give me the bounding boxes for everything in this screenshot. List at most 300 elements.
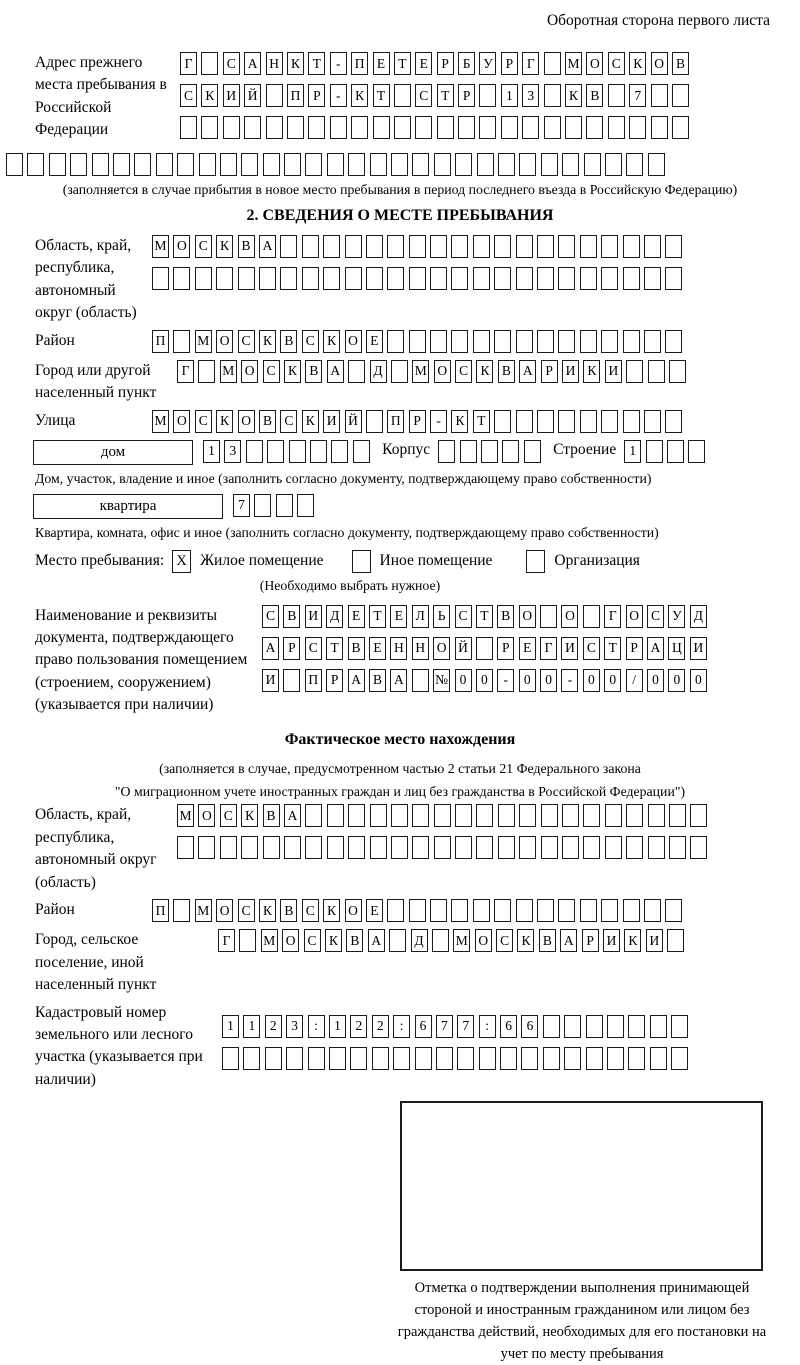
char-cell[interactable] xyxy=(345,235,362,258)
char-cell[interactable] xyxy=(437,116,454,139)
char-cell[interactable] xyxy=(690,804,707,827)
char-cell[interactable]: Г xyxy=(180,52,197,75)
char-cell[interactable] xyxy=(623,267,640,290)
char-cell[interactable] xyxy=(607,1047,624,1070)
char-cell[interactable] xyxy=(266,116,283,139)
char-cell[interactable] xyxy=(283,669,300,692)
char-cell[interactable] xyxy=(672,84,689,107)
char-cell[interactable]: Т xyxy=(476,605,493,628)
char-cell[interactable]: Т xyxy=(373,84,390,107)
char-cell[interactable] xyxy=(476,804,493,827)
char-cell[interactable] xyxy=(665,267,682,290)
char-cell[interactable]: И xyxy=(561,637,578,660)
char-cell[interactable]: 2 xyxy=(265,1015,282,1038)
char-cell[interactable]: В xyxy=(369,669,386,692)
char-cell[interactable]: М xyxy=(195,899,212,922)
char-cell[interactable]: 3 xyxy=(224,440,241,463)
char-cell[interactable] xyxy=(455,804,472,827)
char-cell[interactable] xyxy=(305,836,322,859)
char-cell[interactable]: К xyxy=(287,52,304,75)
char-cell[interactable]: 3 xyxy=(286,1015,303,1038)
char-cell[interactable] xyxy=(494,410,511,433)
char-cell[interactable]: О xyxy=(475,929,492,952)
char-cell[interactable] xyxy=(522,116,539,139)
char-cell[interactable]: М xyxy=(152,410,169,433)
char-cell[interactable] xyxy=(477,153,494,176)
char-cell[interactable]: В xyxy=(259,410,276,433)
char-cell[interactable]: П xyxy=(387,410,404,433)
char-cell[interactable] xyxy=(330,116,347,139)
char-cell[interactable]: К xyxy=(624,929,641,952)
char-cell[interactable]: 1 xyxy=(222,1015,239,1038)
char-cell[interactable]: : xyxy=(393,1015,410,1038)
char-cell[interactable]: Е xyxy=(348,605,365,628)
char-cell[interactable]: 6 xyxy=(521,1015,538,1038)
char-cell[interactable] xyxy=(473,330,490,353)
char-cell[interactable]: Ц xyxy=(668,637,685,660)
char-cell[interactable]: О xyxy=(626,605,643,628)
char-cell[interactable]: И xyxy=(605,360,622,383)
char-cell[interactable] xyxy=(479,116,496,139)
char-cell[interactable]: А xyxy=(560,929,577,952)
char-cell[interactable] xyxy=(583,804,600,827)
char-cell[interactable]: / xyxy=(626,669,643,692)
char-cell[interactable]: К xyxy=(241,804,258,827)
char-cell[interactable] xyxy=(412,669,429,692)
char-cell[interactable] xyxy=(516,899,533,922)
char-cell[interactable] xyxy=(305,804,322,827)
checkbox-inoe[interactable] xyxy=(352,550,371,573)
char-cell[interactable]: Р xyxy=(458,84,475,107)
char-cell[interactable] xyxy=(481,440,498,463)
char-cell[interactable] xyxy=(665,330,682,353)
char-cell[interactable]: О xyxy=(282,929,299,952)
char-cell[interactable] xyxy=(500,1047,517,1070)
char-cell[interactable]: С xyxy=(415,84,432,107)
char-cell[interactable] xyxy=(580,235,597,258)
char-cell[interactable]: О xyxy=(651,52,668,75)
char-cell[interactable]: Й xyxy=(244,84,261,107)
char-cell[interactable] xyxy=(541,804,558,827)
char-cell[interactable] xyxy=(412,836,429,859)
char-cell[interactable] xyxy=(580,899,597,922)
char-cell[interactable]: М xyxy=(453,929,470,952)
char-cell[interactable]: О xyxy=(519,605,536,628)
char-cell[interactable] xyxy=(259,267,276,290)
char-cell[interactable]: К xyxy=(325,929,342,952)
char-cell[interactable]: В xyxy=(672,52,689,75)
char-cell[interactable]: С xyxy=(195,235,212,258)
char-cell[interactable] xyxy=(284,153,301,176)
char-cell[interactable] xyxy=(284,836,301,859)
char-cell[interactable]: В xyxy=(348,637,365,660)
char-cell[interactable] xyxy=(6,153,23,176)
char-cell[interactable] xyxy=(201,116,218,139)
char-cell[interactable] xyxy=(92,153,109,176)
char-cell[interactable]: Е xyxy=(390,605,407,628)
char-cell[interactable] xyxy=(222,1047,239,1070)
char-cell[interactable]: У xyxy=(668,605,685,628)
char-cell[interactable] xyxy=(473,267,490,290)
char-cell[interactable] xyxy=(584,153,601,176)
char-cell[interactable] xyxy=(519,153,536,176)
char-cell[interactable]: С xyxy=(280,410,297,433)
char-cell[interactable]: Е xyxy=(373,52,390,75)
char-cell[interactable]: К xyxy=(201,84,218,107)
char-cell[interactable] xyxy=(305,153,322,176)
char-cell[interactable] xyxy=(626,836,643,859)
char-cell[interactable] xyxy=(623,235,640,258)
char-cell[interactable] xyxy=(494,899,511,922)
char-cell[interactable]: И xyxy=(323,410,340,433)
char-cell[interactable] xyxy=(540,605,557,628)
apartment-type-box[interactable]: квартира xyxy=(33,494,223,519)
char-cell[interactable]: И xyxy=(690,637,707,660)
char-cell[interactable]: П xyxy=(152,330,169,353)
char-cell[interactable]: О xyxy=(434,360,451,383)
char-cell[interactable] xyxy=(302,235,319,258)
char-cell[interactable] xyxy=(198,836,215,859)
char-cell[interactable]: Н xyxy=(266,52,283,75)
char-cell[interactable] xyxy=(263,153,280,176)
char-cell[interactable]: О xyxy=(216,330,233,353)
char-cell[interactable]: Н xyxy=(390,637,407,660)
char-cell[interactable]: О xyxy=(216,899,233,922)
char-cell[interactable] xyxy=(476,637,493,660)
char-cell[interactable] xyxy=(391,360,408,383)
char-cell[interactable] xyxy=(409,899,426,922)
char-cell[interactable] xyxy=(646,440,663,463)
char-cell[interactable] xyxy=(626,153,643,176)
char-cell[interactable]: : xyxy=(308,1015,325,1038)
char-cell[interactable]: 0 xyxy=(690,669,707,692)
char-cell[interactable] xyxy=(49,153,66,176)
char-cell[interactable] xyxy=(409,235,426,258)
char-cell[interactable] xyxy=(494,330,511,353)
char-cell[interactable] xyxy=(302,267,319,290)
char-cell[interactable] xyxy=(667,440,684,463)
char-cell[interactable]: М xyxy=(152,235,169,258)
char-cell[interactable] xyxy=(628,1015,645,1038)
char-cell[interactable]: № xyxy=(433,669,450,692)
char-cell[interactable]: Р xyxy=(437,52,454,75)
char-cell[interactable] xyxy=(669,360,686,383)
char-cell[interactable] xyxy=(479,84,496,107)
char-cell[interactable] xyxy=(254,494,271,517)
char-cell[interactable]: Й xyxy=(345,410,362,433)
char-cell[interactable] xyxy=(458,116,475,139)
char-cell[interactable] xyxy=(479,1047,496,1070)
char-cell[interactable]: А xyxy=(519,360,536,383)
char-cell[interactable] xyxy=(519,836,536,859)
char-cell[interactable]: М xyxy=(177,804,194,827)
char-cell[interactable]: У xyxy=(479,52,496,75)
char-cell[interactable]: Д xyxy=(690,605,707,628)
char-cell[interactable]: С xyxy=(455,605,472,628)
char-cell[interactable]: В xyxy=(263,804,280,827)
char-cell[interactable] xyxy=(690,836,707,859)
char-cell[interactable]: К xyxy=(583,360,600,383)
char-cell[interactable]: 7 xyxy=(629,84,646,107)
char-cell[interactable] xyxy=(238,267,255,290)
char-cell[interactable]: Е xyxy=(366,330,383,353)
char-cell[interactable]: К xyxy=(216,410,233,433)
char-cell[interactable]: В xyxy=(498,360,515,383)
char-cell[interactable] xyxy=(201,52,218,75)
house-type-box[interactable]: дом xyxy=(33,440,193,465)
char-cell[interactable]: 0 xyxy=(540,669,557,692)
char-cell[interactable]: С xyxy=(583,637,600,660)
char-cell[interactable] xyxy=(473,235,490,258)
char-cell[interactable]: Г xyxy=(604,605,621,628)
char-cell[interactable]: С xyxy=(302,899,319,922)
char-cell[interactable]: О xyxy=(241,360,258,383)
char-cell[interactable]: О xyxy=(586,52,603,75)
char-cell[interactable] xyxy=(473,899,490,922)
char-cell[interactable]: К xyxy=(476,360,493,383)
char-cell[interactable]: С xyxy=(647,605,664,628)
char-cell[interactable]: С xyxy=(238,330,255,353)
char-cell[interactable]: 7 xyxy=(457,1015,474,1038)
char-cell[interactable] xyxy=(348,804,365,827)
char-cell[interactable] xyxy=(665,235,682,258)
char-cell[interactable] xyxy=(629,116,646,139)
char-cell[interactable]: В xyxy=(280,330,297,353)
char-cell[interactable]: В xyxy=(539,929,556,952)
char-cell[interactable] xyxy=(327,804,344,827)
char-cell[interactable]: И xyxy=(562,360,579,383)
char-cell[interactable] xyxy=(436,1047,453,1070)
char-cell[interactable] xyxy=(562,153,579,176)
char-cell[interactable] xyxy=(348,836,365,859)
char-cell[interactable]: В xyxy=(586,84,603,107)
char-cell[interactable]: 1 xyxy=(501,84,518,107)
char-cell[interactable] xyxy=(177,153,194,176)
char-cell[interactable] xyxy=(370,836,387,859)
char-cell[interactable]: Т xyxy=(308,52,325,75)
char-cell[interactable] xyxy=(580,267,597,290)
char-cell[interactable] xyxy=(583,605,600,628)
char-cell[interactable] xyxy=(366,410,383,433)
char-cell[interactable]: Г xyxy=(540,637,557,660)
char-cell[interactable] xyxy=(562,836,579,859)
char-cell[interactable]: - xyxy=(330,84,347,107)
char-cell[interactable] xyxy=(580,410,597,433)
char-cell[interactable] xyxy=(516,410,533,433)
char-cell[interactable]: С xyxy=(263,360,280,383)
char-cell[interactable]: Б xyxy=(458,52,475,75)
char-cell[interactable]: - xyxy=(561,669,578,692)
char-cell[interactable] xyxy=(327,836,344,859)
char-cell[interactable]: М xyxy=(195,330,212,353)
char-cell[interactable] xyxy=(263,836,280,859)
char-cell[interactable] xyxy=(498,153,515,176)
char-cell[interactable] xyxy=(216,267,233,290)
char-cell[interactable]: О xyxy=(173,410,190,433)
char-cell[interactable]: 0 xyxy=(476,669,493,692)
char-cell[interactable] xyxy=(516,235,533,258)
char-cell[interactable]: С xyxy=(238,899,255,922)
char-cell[interactable] xyxy=(409,267,426,290)
char-cell[interactable] xyxy=(558,330,575,353)
char-cell[interactable]: А xyxy=(390,669,407,692)
char-cell[interactable] xyxy=(415,116,432,139)
char-cell[interactable] xyxy=(434,804,451,827)
char-cell[interactable] xyxy=(280,235,297,258)
char-cell[interactable] xyxy=(389,929,406,952)
char-cell[interactable]: 1 xyxy=(329,1015,346,1038)
char-cell[interactable] xyxy=(265,1047,282,1070)
char-cell[interactable] xyxy=(297,494,314,517)
char-cell[interactable] xyxy=(394,84,411,107)
char-cell[interactable]: М xyxy=(412,360,429,383)
char-cell[interactable]: В xyxy=(497,605,514,628)
char-cell[interactable]: С xyxy=(220,804,237,827)
char-cell[interactable] xyxy=(177,836,194,859)
char-cell[interactable]: Е xyxy=(519,637,536,660)
char-cell[interactable]: 6 xyxy=(415,1015,432,1038)
char-cell[interactable] xyxy=(451,235,468,258)
char-cell[interactable]: И xyxy=(223,84,240,107)
char-cell[interactable]: 0 xyxy=(519,669,536,692)
char-cell[interactable]: Р xyxy=(582,929,599,952)
char-cell[interactable] xyxy=(457,1047,474,1070)
char-cell[interactable]: Н xyxy=(412,637,429,660)
char-cell[interactable] xyxy=(243,1047,260,1070)
char-cell[interactable] xyxy=(412,153,429,176)
char-cell[interactable] xyxy=(544,116,561,139)
char-cell[interactable] xyxy=(387,899,404,922)
char-cell[interactable]: Р xyxy=(409,410,426,433)
char-cell[interactable] xyxy=(644,330,661,353)
char-cell[interactable] xyxy=(623,330,640,353)
char-cell[interactable]: С xyxy=(223,52,240,75)
char-cell[interactable]: Р xyxy=(541,360,558,383)
char-cell[interactable] xyxy=(430,899,447,922)
char-cell[interactable] xyxy=(688,440,705,463)
char-cell[interactable]: И xyxy=(646,929,663,952)
char-cell[interactable]: Г xyxy=(522,52,539,75)
char-cell[interactable] xyxy=(476,836,493,859)
char-cell[interactable] xyxy=(498,836,515,859)
char-cell[interactable]: О xyxy=(561,605,578,628)
char-cell[interactable] xyxy=(239,929,256,952)
char-cell[interactable] xyxy=(276,494,293,517)
char-cell[interactable] xyxy=(601,410,618,433)
char-cell[interactable]: О xyxy=(238,410,255,433)
char-cell[interactable]: С xyxy=(195,410,212,433)
char-cell[interactable] xyxy=(544,84,561,107)
char-cell[interactable] xyxy=(537,267,554,290)
char-cell[interactable]: 3 xyxy=(522,84,539,107)
char-cell[interactable] xyxy=(391,804,408,827)
char-cell[interactable] xyxy=(650,1015,667,1038)
char-cell[interactable] xyxy=(393,1047,410,1070)
char-cell[interactable] xyxy=(562,804,579,827)
char-cell[interactable]: К xyxy=(259,330,276,353)
char-cell[interactable] xyxy=(558,410,575,433)
char-cell[interactable]: Р xyxy=(283,637,300,660)
char-cell[interactable] xyxy=(605,153,622,176)
char-cell[interactable] xyxy=(366,235,383,258)
char-cell[interactable]: В xyxy=(305,360,322,383)
char-cell[interactable] xyxy=(455,836,472,859)
char-cell[interactable]: 1 xyxy=(243,1015,260,1038)
char-cell[interactable] xyxy=(173,267,190,290)
char-cell[interactable]: М xyxy=(220,360,237,383)
char-cell[interactable] xyxy=(451,267,468,290)
char-cell[interactable]: К xyxy=(323,330,340,353)
char-cell[interactable] xyxy=(394,116,411,139)
char-cell[interactable] xyxy=(626,804,643,827)
char-cell[interactable]: К xyxy=(323,899,340,922)
char-cell[interactable] xyxy=(409,330,426,353)
char-cell[interactable]: Д xyxy=(326,605,343,628)
char-cell[interactable] xyxy=(310,440,327,463)
char-cell[interactable]: - xyxy=(430,410,447,433)
char-cell[interactable] xyxy=(173,330,190,353)
char-cell[interactable] xyxy=(451,330,468,353)
char-cell[interactable] xyxy=(198,360,215,383)
char-cell[interactable]: Е xyxy=(369,637,386,660)
char-cell[interactable] xyxy=(541,153,558,176)
char-cell[interactable]: Р xyxy=(308,84,325,107)
char-cell[interactable] xyxy=(387,267,404,290)
char-cell[interactable] xyxy=(672,116,689,139)
char-cell[interactable] xyxy=(601,235,618,258)
char-cell[interactable]: Т xyxy=(326,637,343,660)
char-cell[interactable] xyxy=(607,1015,624,1038)
char-cell[interactable]: С xyxy=(305,637,322,660)
char-cell[interactable] xyxy=(266,84,283,107)
char-cell[interactable] xyxy=(350,1047,367,1070)
char-cell[interactable]: Т xyxy=(473,410,490,433)
char-cell[interactable] xyxy=(430,267,447,290)
char-cell[interactable] xyxy=(351,116,368,139)
char-cell[interactable]: Р xyxy=(326,669,343,692)
char-cell[interactable] xyxy=(244,116,261,139)
char-cell[interactable]: М xyxy=(565,52,582,75)
char-cell[interactable] xyxy=(601,899,618,922)
char-cell[interactable]: Г xyxy=(177,360,194,383)
char-cell[interactable] xyxy=(434,153,451,176)
char-cell[interactable] xyxy=(541,836,558,859)
char-cell[interactable] xyxy=(671,1047,688,1070)
char-cell[interactable] xyxy=(543,1047,560,1070)
char-cell[interactable] xyxy=(626,360,643,383)
char-cell[interactable] xyxy=(308,1047,325,1070)
char-cell[interactable] xyxy=(623,410,640,433)
char-cell[interactable]: К xyxy=(629,52,646,75)
char-cell[interactable] xyxy=(537,899,554,922)
char-cell[interactable]: С xyxy=(262,605,279,628)
char-cell[interactable] xyxy=(580,330,597,353)
char-cell[interactable] xyxy=(623,899,640,922)
char-cell[interactable] xyxy=(391,836,408,859)
char-cell[interactable] xyxy=(415,1047,432,1070)
char-cell[interactable] xyxy=(331,440,348,463)
char-cell[interactable] xyxy=(537,410,554,433)
checkbox-organizatsiya[interactable] xyxy=(526,550,545,573)
char-cell[interactable] xyxy=(558,899,575,922)
char-cell[interactable]: 0 xyxy=(455,669,472,692)
char-cell[interactable] xyxy=(564,1015,581,1038)
char-cell[interactable] xyxy=(543,1015,560,1038)
char-cell[interactable] xyxy=(430,235,447,258)
char-cell[interactable]: В xyxy=(238,235,255,258)
char-cell[interactable]: - xyxy=(330,52,347,75)
char-cell[interactable] xyxy=(373,116,390,139)
